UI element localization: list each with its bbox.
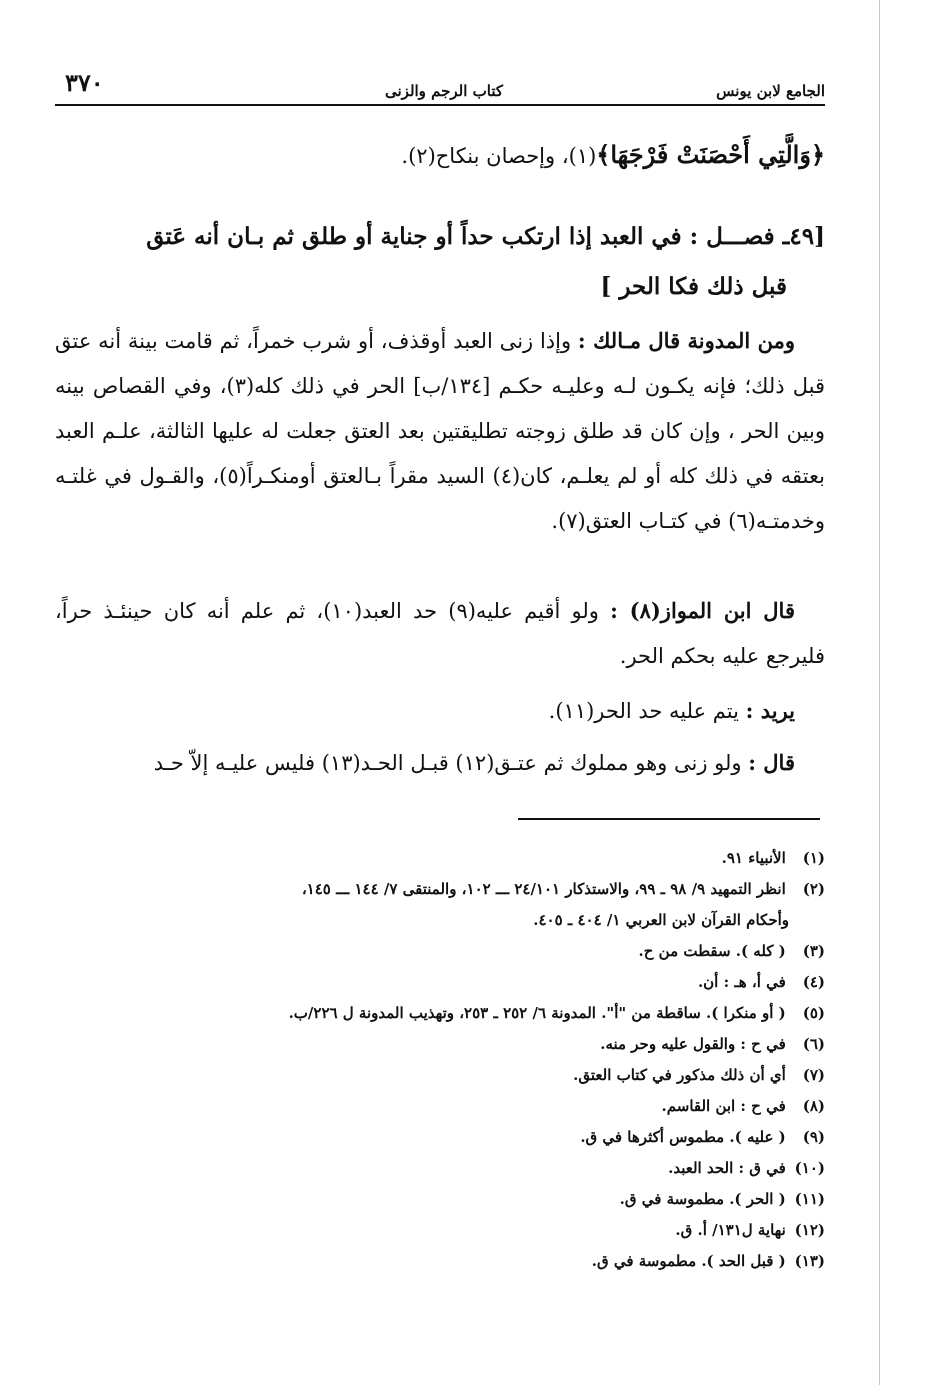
- paragraph-1-lead: ومن المدونة قال مـالك :: [577, 328, 795, 353]
- footnote-text: نهاية ل١٣١/ أ. ق.: [675, 1221, 786, 1239]
- footnote-text: ( أو منكرا ). ساقطة من "أ". المدونة ٦/ ٢٥٢ ـ ٢٥٣، وتهذيب المدونة ل ٢٢٦/ب.: [288, 1004, 786, 1022]
- paragraph-4-text: ولو زنى وهو مملوك ثم عتـق(١٢) قبـل الحـد(١٣) فليس عليـه إلاّ حـد: [153, 751, 749, 775]
- quran-verse: ﴿وَالَّتِي أَحْصَنَتْ فَرْجَهَا﴾: [596, 140, 825, 169]
- footnote-number: (١٣): [794, 1252, 825, 1270]
- footnote-number: (٩): [802, 1128, 825, 1146]
- footnote: [55, 1153, 825, 1184]
- footnote-text: وأحكام القرآن لابن العربي ١/ ٤٠٤ ـ ٤٠٥.: [533, 911, 789, 929]
- section-heading-line2: قبل ذلك فكا الحر ]: [600, 273, 787, 300]
- book-title: الجامع لابن يونس: [716, 82, 825, 100]
- footnote-number: (٣): [802, 942, 825, 960]
- footnote-text: ( قبل الحد ). مطموسة في ق.: [591, 1252, 786, 1270]
- footnote-text: في ق : الحد العبد.: [668, 1159, 786, 1177]
- page-edge-line: [879, 0, 880, 1385]
- footnote-text: أي أن ذلك مذكور في كتاب العتق.: [573, 1066, 786, 1084]
- footnote-number: (١): [802, 849, 825, 867]
- paragraph-3-text: يتم عليه حد الحر(١١).: [548, 699, 746, 723]
- footnote: [55, 1184, 825, 1215]
- footnote-text: انظر التمهيد ٩/ ٩٨ ـ ٩٩، والاستذكار ٢٤/١٠١ ـــ ١٠٢، والمنتقى ٧/ ١٤٤ ـــ ١٤٥،: [301, 880, 786, 898]
- footnote-text: في ح : ابن القاسم.: [661, 1097, 786, 1115]
- footnote-text: ( عليه ). مطموس أكثرها في ق.: [580, 1128, 786, 1146]
- section-heading: [55, 212, 825, 312]
- verse-rest: (١)، وإحصان بنكاح(٢).: [401, 144, 597, 168]
- footnote-continuation: [55, 905, 825, 936]
- footnote-text: ( الحر ). مطموسة في ق.: [619, 1190, 786, 1208]
- footnote-text: ( كله ). سقطت من ح.: [638, 942, 786, 960]
- footnote-number: (٦): [802, 1035, 825, 1053]
- footnote: [55, 1091, 825, 1122]
- footnote-number: (١٢): [794, 1221, 825, 1239]
- footnote-number: (٢): [802, 880, 825, 898]
- paragraph-4: [55, 740, 825, 786]
- paragraph-2-lead: قال ابن المواز(٨) :: [610, 598, 795, 623]
- paragraph-4-lead: قال :: [748, 750, 795, 775]
- footnote-text: في ح : والقول عليه وحر منه.: [600, 1035, 786, 1053]
- paragraph-3-lead: يريد :: [745, 698, 795, 723]
- footnote: [55, 1246, 825, 1277]
- footnote-number: (٤): [802, 973, 825, 991]
- chapter-title: كتاب الرجم والزنى: [384, 82, 503, 100]
- footnote-number: (١٠): [794, 1159, 825, 1177]
- page-number: ٣٧٠: [65, 68, 104, 97]
- paragraph-2: [55, 588, 825, 679]
- footnote-text: الأنبياء ٩١.: [721, 849, 786, 867]
- footnote: [55, 1060, 825, 1091]
- quran-verse-line: [55, 132, 825, 179]
- footnote: [55, 967, 825, 998]
- footnote: [55, 998, 825, 1029]
- footnote-text: في أ، هـ : أن.: [697, 973, 786, 991]
- footnotes: [55, 843, 825, 1277]
- footnote: [55, 1029, 825, 1060]
- footnote-number: (٧): [802, 1066, 825, 1084]
- paragraph-2-text: ولو أقيم عليه(٩) حد العبد(١٠)، ثم علم أنه كان حينئـذ حراً، فليرجع عليه بحكم الحر.: [55, 599, 825, 668]
- footnote: [55, 874, 825, 905]
- page-header: [55, 62, 825, 106]
- header-rule: [55, 104, 825, 106]
- footnote-separator: [518, 818, 820, 820]
- paragraph-1: [55, 318, 825, 544]
- section-heading-line1: [٤٩ـ فصـــل : في العبد إذا ارتكب حداً أو جناية أو طلق ثم بـان أنه عَتق: [146, 223, 825, 250]
- footnote-number: (٨): [802, 1097, 825, 1115]
- footnote-number: (٥): [802, 1004, 825, 1022]
- footnote: [55, 1122, 825, 1153]
- footnote: [55, 1215, 825, 1246]
- footnote: [55, 936, 825, 967]
- footnote: [55, 843, 825, 874]
- paragraph-3: [55, 688, 825, 734]
- paragraph-1-text: وإذا زنى العبد أوقذف، أو شرب خمراً، ثم قامت بينة أنه عتق قبل ذلك؛ فإنه يكـون لـه وعليـه حكـم [١٣٤/ب] الحر في ذلك كله(٣)، وفي القصاص بينه وبين الحر ، وإن كان قد طلق زوجته تطليقتين بعد العتق جعلت له عليها الثالثة، علـم العبد بعتقه في ذلك كله أو لم يعلـم، كان(٤) السيد مقراً بـالعتق أومنكـراً(٥)، والقـول في غلتـه وخدمتـه(٦) في كتـاب العتق(٧).: [55, 329, 825, 533]
- footnote-number: (١١): [794, 1190, 825, 1208]
